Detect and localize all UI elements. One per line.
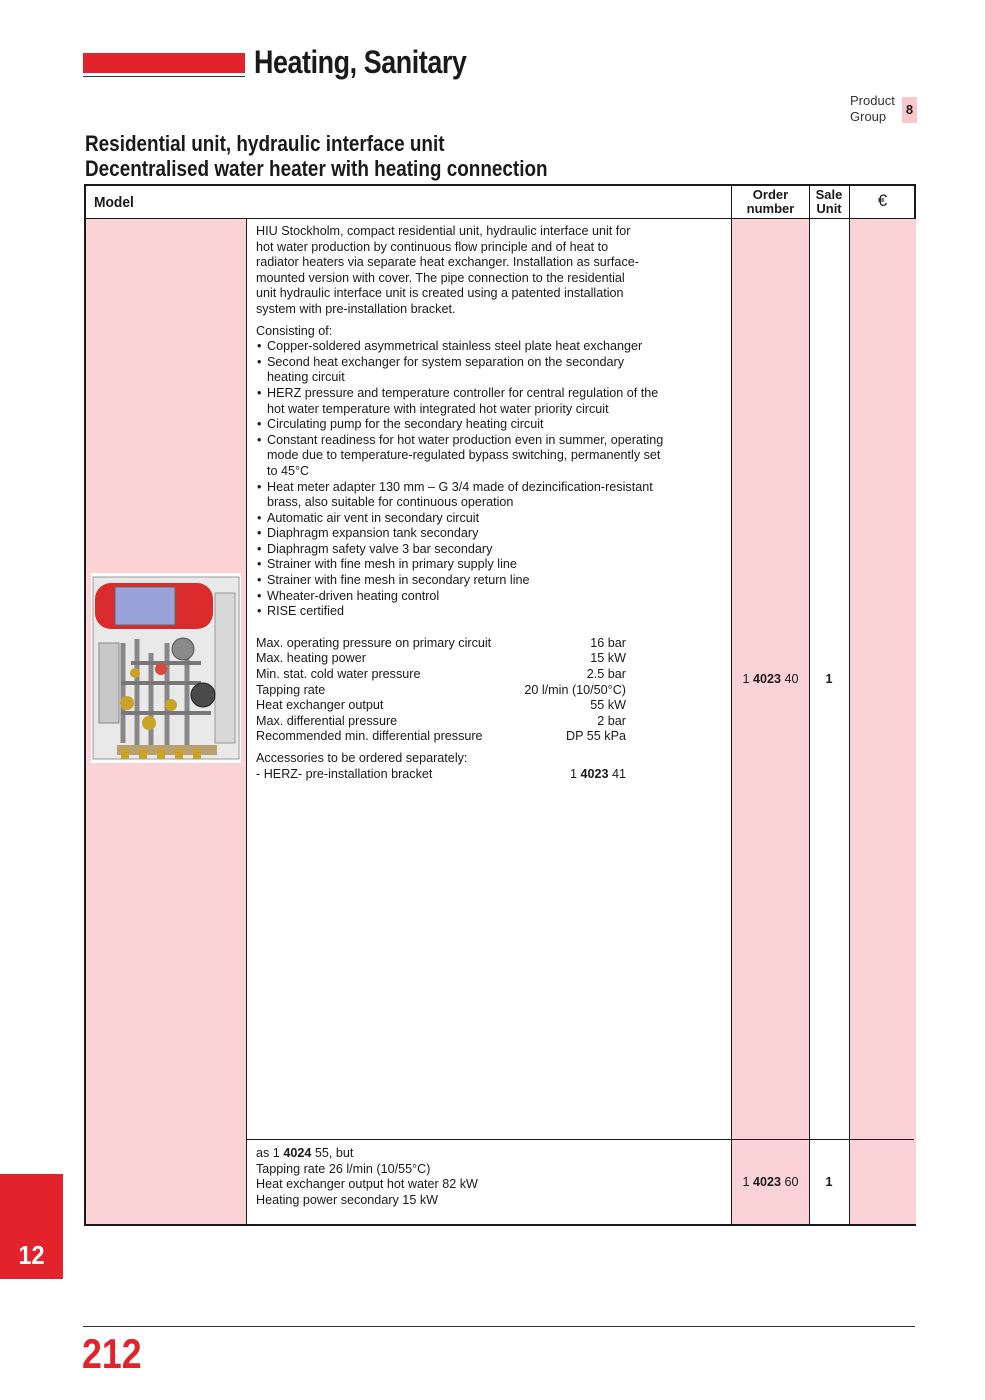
- spec-list: [256, 636, 666, 745]
- page-number: 212: [82, 1330, 142, 1377]
- footer-rule: [83, 1326, 915, 1327]
- sale-unit: 1: [825, 1175, 833, 1189]
- order-number-column: [732, 219, 809, 1224]
- list-item: • Constant readiness for hot water production even in summer, operating mode due to temperature-regulated bypass switching, permanently set to 45°C: [256, 433, 666, 480]
- product-group-label: Product Group: [850, 93, 895, 124]
- order-number: 1 4023 60: [742, 1175, 799, 1189]
- product-image: [91, 573, 241, 763]
- page-title: Heating, Sanitary: [254, 44, 467, 80]
- spec-row: Min. stat. cold water pressure 2.5 bar: [256, 667, 626, 682]
- column-divider: [849, 186, 850, 1224]
- spec-row: Max. operating pressure on primary circuit 16 bar: [256, 635, 626, 650]
- spec-row: Max. differential pressure 2 bar: [256, 713, 626, 728]
- product-group-number: 8: [902, 97, 917, 123]
- column-divider: [246, 218, 247, 1224]
- product-description: [256, 224, 666, 782]
- list-item: • Heat meter adapter 130 mm – G 3/4 made of dezincification-resistant brass, also suitable for continuous operation: [256, 480, 666, 511]
- list-item: • HERZ pressure and temperature controller for central regulation of the hot water temperature with integrated hot water priority circuit: [256, 386, 666, 417]
- spec-row: Heat exchanger output 55 kW: [256, 698, 626, 713]
- section-title-line1: Residential unit, hydraulic interface unit: [85, 131, 445, 156]
- header-price: €: [877, 191, 888, 210]
- chapter-tab: [0, 1174, 63, 1279]
- column-divider: [809, 186, 810, 1224]
- header-sale-unit: Sale Unit: [815, 187, 843, 216]
- header-model: Model: [94, 194, 134, 211]
- section-title-line2: Decentralised water heater with heating connection: [85, 156, 548, 181]
- list-item: • Second heat exchanger for system separation on the secondary heating circuit: [256, 355, 666, 386]
- header-divider: [86, 218, 914, 219]
- chapter-number: 12: [18, 1240, 45, 1270]
- list-item: • RISE certified: [256, 604, 666, 620]
- accessories: Accessories to be ordered separately: - HERZ- pre-installation bracket 1 4023 41: [256, 751, 626, 781]
- feature-list: [256, 339, 666, 620]
- list-item: • Diaphragm expansion tank secondary: [256, 526, 666, 542]
- header-order-number: Order number: [746, 187, 795, 216]
- intro-text: HIU Stockholm, compact residential unit, hydraulic interface unit for hot water production by continuous flow principle and of heat to radiator heaters via separate heat exchanger. Installation as surface- mounted version with cover. The pipe connection to the residential unit hydraulic interface unit is created using a patented installation system with pre-installation bracket.: [256, 224, 639, 316]
- variant-description: as 1 4024 55, but Tapping rate 26 l/min (10/55°C) Heat exchanger output hot water 82 kW Heating power secondary 15 kW: [256, 1146, 478, 1207]
- consisting-label: Consisting of:: [256, 323, 333, 338]
- list-item: • Diaphragm safety valve 3 bar secondary: [256, 542, 666, 558]
- column-divider: [731, 186, 732, 1224]
- list-item: • Strainer with fine mesh in secondary return line: [256, 573, 666, 589]
- order-number: 1 4023 40: [742, 672, 799, 686]
- sale-unit: 1: [825, 672, 833, 686]
- list-item: • Strainer with fine mesh in primary supply line: [256, 557, 666, 573]
- spec-row: Recommended min. differential pressure DP 55 kPa: [256, 729, 626, 744]
- spec-row: Tapping rate 20 l/min (10/50°C): [256, 682, 626, 697]
- list-item: • Circulating pump for the secondary heating circuit: [256, 417, 666, 433]
- list-item: • Copper-soldered asymmetrical stainless steel plate heat exchanger: [256, 339, 666, 355]
- row-divider: [246, 1139, 914, 1140]
- header-rule: [83, 76, 245, 77]
- list-item: • Wheater-driven heating control: [256, 589, 666, 605]
- product-table: [84, 184, 916, 1226]
- price-column: [850, 219, 916, 1224]
- header-red-bar: [83, 53, 245, 73]
- accessory-code: 1 4023 41: [569, 766, 626, 781]
- list-item: • Automatic air vent in secondary circuit: [256, 511, 666, 527]
- spec-row: Max. heating power 15 kW: [256, 651, 626, 666]
- accessory-row: - HERZ- pre-installation bracket 1 4023 41: [256, 766, 626, 781]
